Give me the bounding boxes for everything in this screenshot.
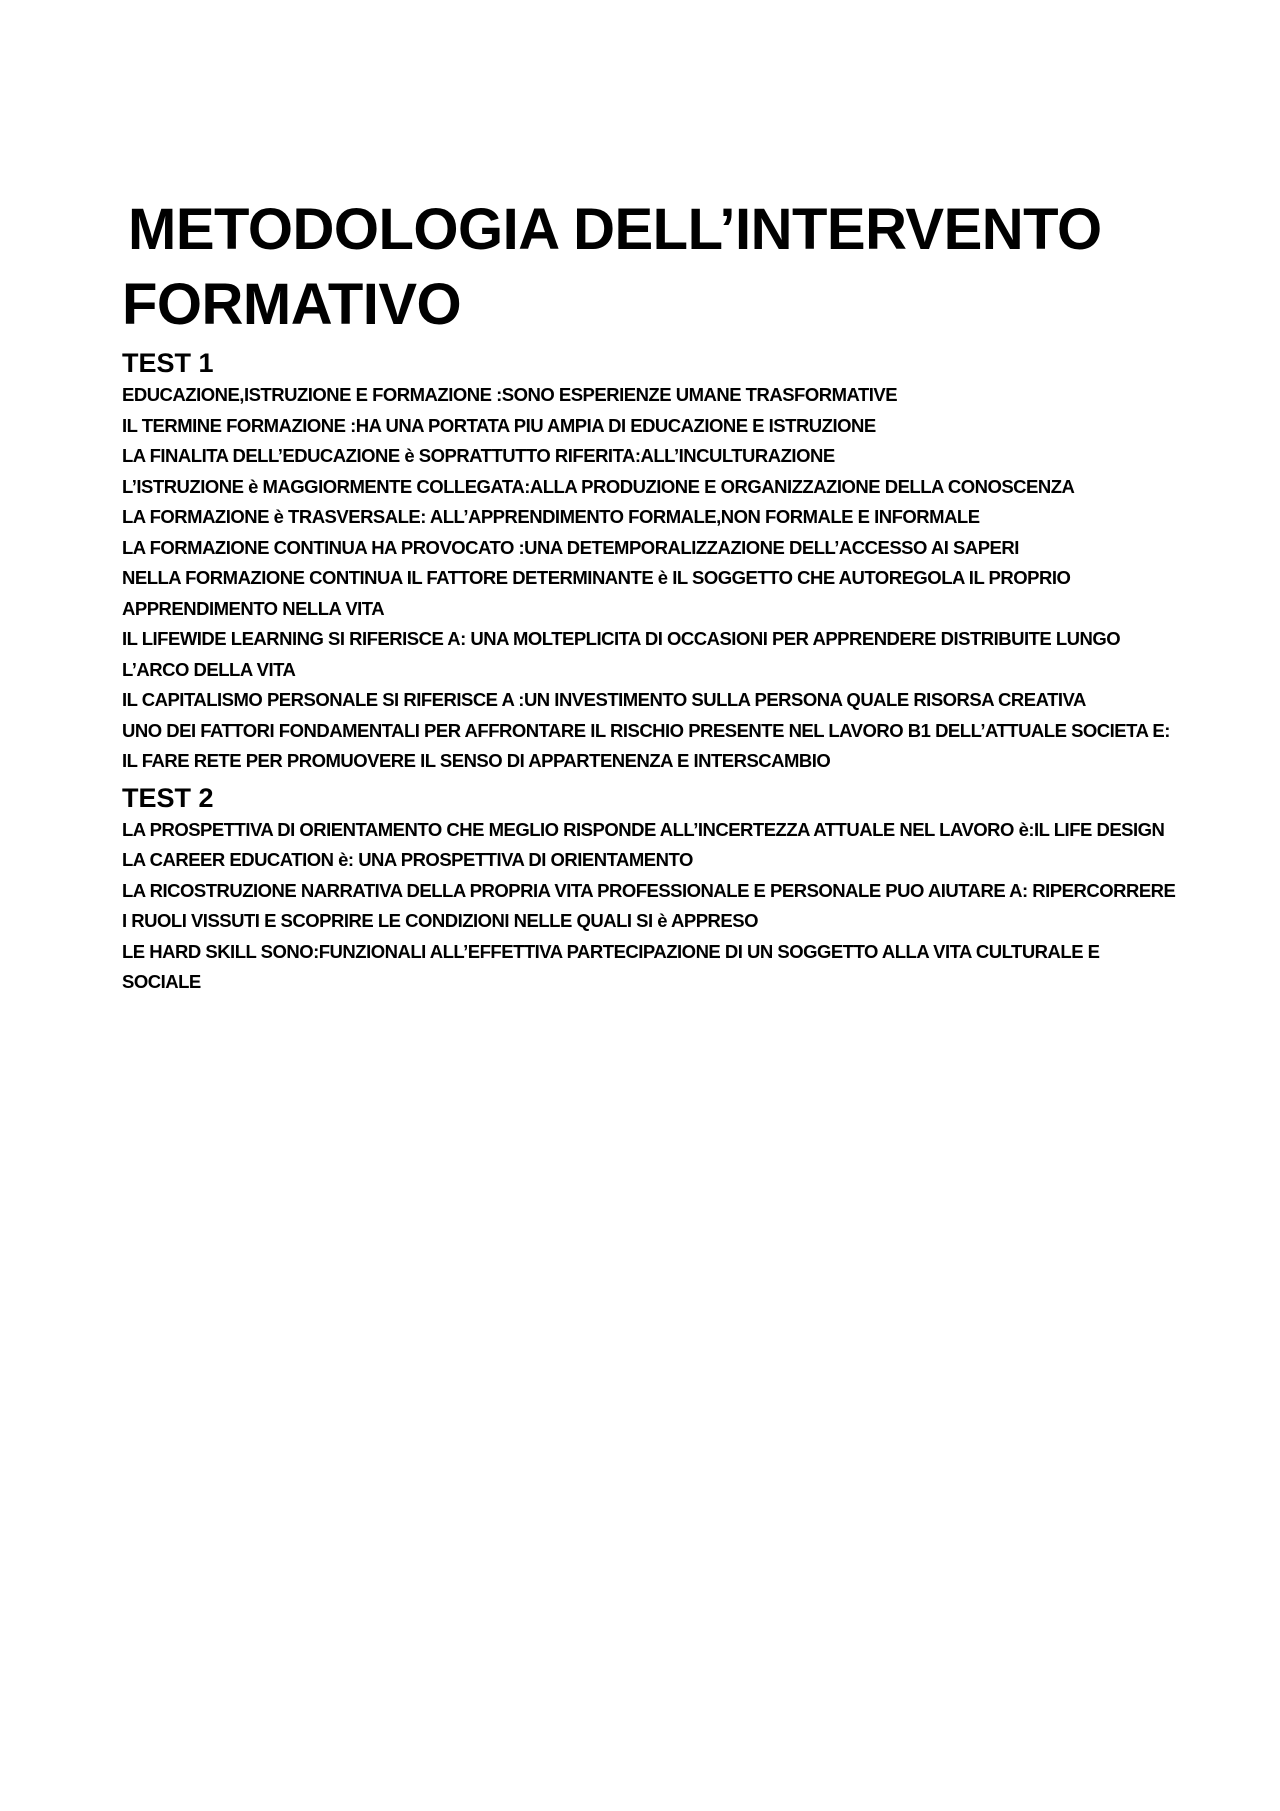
section-heading-test-1: TEST 1 <box>122 348 214 378</box>
entry: LA PROSPETTIVA DI ORIENTAMENTO CHE MEGLIO RISPONDE ALL’INCERTEZZA ATTUALE NEL LAVORO è:IL LIFE DESIGN <box>122 818 1165 840</box>
entry: LA FINALITA DELL’EDUCAZIONE è SOPRATTUTTO RIFERITA:ALL’INCULTURAZIONE <box>122 445 835 466</box>
section-heading-test-2: TEST 2 <box>122 782 214 813</box>
document-title-line-1: METODOLOGIA DELL’INTERVENTO <box>128 197 1102 262</box>
entry: NELLA FORMAZIONE CONTINUA IL FATTORE DETERMINANTE è IL SOGGETTO CHE AUTOREGOLA IL PROPRIO APPRENDIMENTO NELLA VITA <box>122 567 1071 619</box>
entry: LA CAREER EDUCATION è: UNA PROSPETTIVA DI ORIENTAMENTO <box>122 849 693 870</box>
section-test-2 <box>122 781 1182 998</box>
entry: IL LIFEWIDE LEARNING SI RIFERISCE A: UNA MOLTEPLICITA DI OCCASIONI PER APPRENDERE DISTRIBUITE LUNGO L’ARCO DELLA VITA <box>122 628 1121 680</box>
entry: UNO DEI FATTORI FONDAMENTALI PER AFFRONTARE IL RISCHIO PRESENTE NEL LAVORO B1 DELL’ATTUALE SOCIETA E: IL FARE RETE PER PROMUOVERE IL SENSO DI APPARTENENZA E INTERSCAMBIO <box>122 719 1170 771</box>
entry: LE HARD SKILL SONO:FUNZIONALI ALL’EFFETTIVA PARTECIPAZIONE DI UN SOGGETTO ALLA VITA CULTURALE E SOCIALE <box>122 940 1100 992</box>
document-title <box>122 192 1182 342</box>
entry-list-test-2 <box>122 815 1182 998</box>
section-test-1 <box>122 346 1182 777</box>
entry: IL CAPITALISMO PERSONALE SI RIFERISCE A :UN INVESTIMENTO SULLA PERSONA QUALE RISORSA CREATIVA <box>122 689 1086 710</box>
entry: LA FORMAZIONE è TRASVERSALE: ALL’APPRENDIMENTO FORMALE,NON FORMALE E INFORMALE <box>122 506 980 527</box>
document-title-line-2: FORMATIVO <box>122 272 462 337</box>
document-page <box>122 192 1182 998</box>
entry: L’ISTRUZIONE è MAGGIORMENTE COLLEGATA:ALLA PRODUZIONE E ORGANIZZAZIONE DELLA CONOSCENZA <box>122 475 1075 497</box>
entry: LA RICOSTRUZIONE NARRATIVA DELLA PROPRIA VITA PROFESSIONALE E PERSONALE PUO AIUTARE A: RIPERCORRERE I RUOLI VISSUTI E SCOPRIRE LE CONDIZIONI NELLE QUALI SI è APPRESO <box>122 879 1176 931</box>
entry-list-test-1 <box>122 380 1182 777</box>
entry: LA FORMAZIONE CONTINUA HA PROVOCATO :UNA DETEMPORALIZZAZIONE DELL’ACCESSO AI SAPERI <box>122 536 1019 558</box>
entry: IL TERMINE FORMAZIONE :HA UNA PORTATA PIU AMPIA DI EDUCAZIONE E ISTRUZIONE <box>122 414 876 436</box>
entry: EDUCAZIONE,ISTRUZIONE E FORMAZIONE :SONO ESPERIENZE UMANE TRASFORMATIVE <box>122 384 898 405</box>
